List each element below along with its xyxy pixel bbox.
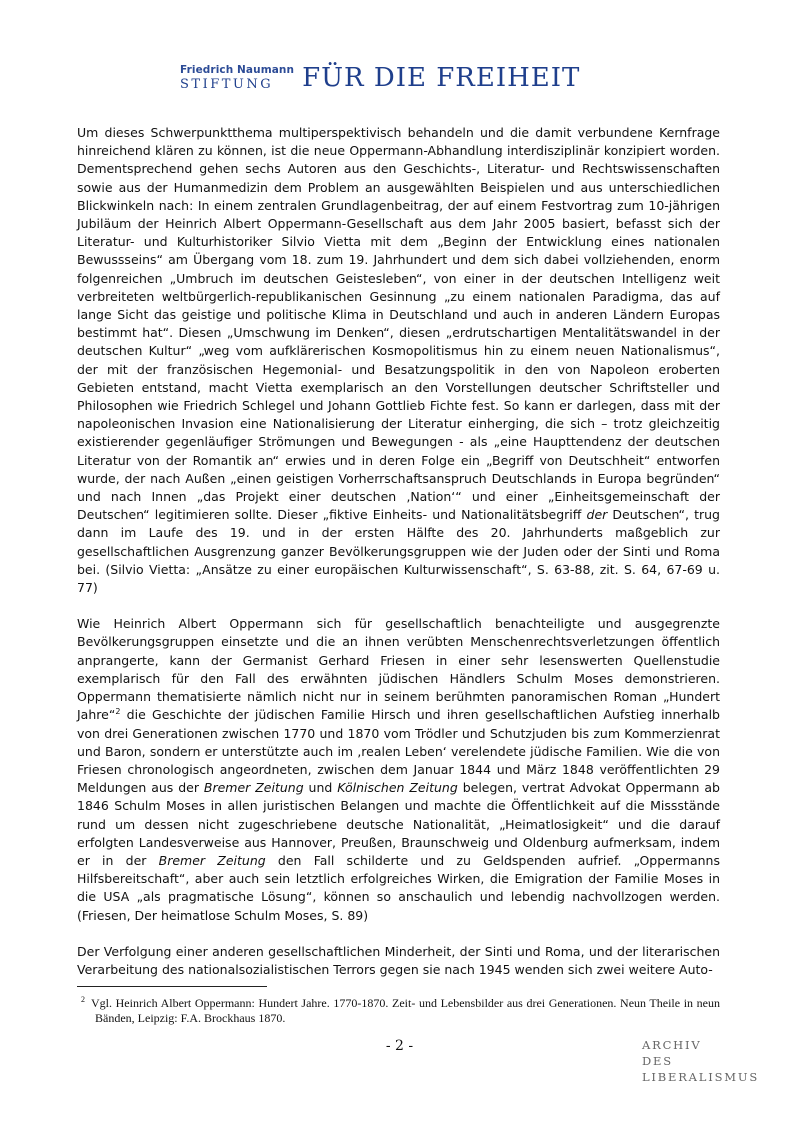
archive-line-1: ARCHIV bbox=[642, 1038, 702, 1052]
footnote bbox=[77, 992, 720, 1026]
paragraph-2-italic-2: Kölnischen Zeitung bbox=[337, 780, 458, 796]
foundation-name bbox=[180, 64, 294, 93]
paragraph-2-text-2: die Geschichte der jüdischen Familie Hirsch und ihren gesellschaftlichen Aufstieg innerhalb von drei Generationen zwischen 1770 und 1870 vom Trödler und Schutzjuden bis zum Kommerzienrat und Baron, sondern er unterstützte auch im ‚realen Leben‘ verelendete jüdische Familien. Wie die von Friesen chronologisch angeordneten, zwischen dem Januar 1844 und März 1848 veröffentlichten 29 Meldungen aus der bbox=[77, 707, 720, 796]
paragraph-1 bbox=[77, 124, 720, 597]
footnote-text: Vgl. Heinrich Albert Oppermann: Hundert Jahre. 1770-1870. Zeit- und Lebensbilder aus drei Generationen. Neun Theile in neun Bänden, Leipzig: F.A. Brockhaus 1870. bbox=[91, 996, 720, 1025]
paragraph-3: Der Verfolgung einer anderen gesellschaftlichen Minderheit, der Sinti und Roma, und der literarischen Verarbeitung des nationalsozialistischen Terrors gegen sie nach 1945 wenden sich zwei weitere Auto- bbox=[77, 943, 720, 977]
foundation-name-line1: Friedrich Naumann bbox=[180, 63, 295, 76]
page-number: - 2 - bbox=[385, 1038, 414, 1054]
paragraph-2-text-4: belegen, vertrat Advokat Oppermann ab 1846 Schulm Moses in allen juristischen Belangen und machte die Öffentlichkeit auf die Missstände rund um dessen nicht zugeschriebene deutsche Nationalität, „Heimatlosigkeit“ und die darauf erfolgten Landesverweise aus Hannover, Preußen, Braunschweig und Oldenburg aufmerksam, indem er in der bbox=[77, 780, 720, 868]
paragraph-1-text-a: Um dieses Schwerpunktthema multiperspektivisch behandeln und die damit verbundene Kernfrage hinreichend klären zu können, ist die neue Oppermann-Abhandlung interdisziplinär konzipiert worden. Dementsprechend gehen sechs Autoren aus den Geschichts-, Literatur- und Rechtswissenschaften sowie aus der Humanmedizin dem Problem an ausgewählten Beispielen und aus unterschiedlichen Blickwinkeln nach: In einem zentralen Grundlagenbeitrag, der auf einem Festvortrag zum 10-jährigen Jubiläum der Heinrich Albert Oppermann-Gesellschaft aus dem Jahr 2005 basiert, befasst sich der Literatur- und Kulturhistoriker Silvio Vietta mit dem „Beginn der Entwicklung eines nationalen Bewussseins“ am Übergang vom 18. zum 19. Jahrhundert und dem sich dabei vollziehenden, enorm folgenreichen „Umbruch im deutschen Geistesleben“, von einer in der deutschen Intelligenz weit verbreiteten weltbürgerlich-republikanischen Gesinnung „zu einem nationalen Paradigma, das auf lange Sicht das geistige und politische Klima in Deutschland und auch in anderen Ländern Europas bestimmt hat“. Diesen „Umschwung im Denken“, diesen „erdrutschartigen Mentalitätswandel in der deutschen Kultur“ „weg vom aufklärerischen Kosmopolitismus hin zu einem neuen Nationalismus“, der mit der französischen Hegemonial- und Besatzungspolitik in den von Napoleon eroberten Gebieten entstand, macht Vietta exemplarisch an den Vorstellungen deutscher Schriftsteller und Philosophen wie Friedrich Schlegel und Johann Gottlieb Fichte fest. So kann er darlegen, dass mit der napoleonischen Invasion eine Nationalisierung der Literatur einherging, die sich – trotz gleichzeitig existierender gegenläufiger Strömungen und Bewegungen - als „eine Haupttendenz der deutschen Literatur von der Romantik an“ erwies und in deren Folge ein „Begriff von Deutschheit“ entworfen wurde, der nach Außen „einen geistigen Vorherrschaftsanspruch Deutschlands in Europa begründen“ und nach Innen „das Projekt einer deutschen ‚Nation‘“ und einer „Einheitsgemeinschaft der Deutschen“ legitimieren sollte. Dieser „fiktive Einheits- und Nationalitätsbegriff bbox=[77, 125, 720, 523]
foundation-name-line2: STIFTUNG bbox=[180, 76, 274, 92]
foundation-logo bbox=[180, 58, 580, 98]
paragraph-2-text-5: den Fall schilderte und zu Geldspenden aufrief. „Oppermanns Hilfsbereitschaft“, aber auch sein letztlich erfolgreiches Wirken, die Emigration der Familie Moses in die USA „als pragmatische Lösung“, können so anschaulich und lebendig nachvollzogen werden. (Friesen, Der heimatlose Schulm Moses, S. 89) bbox=[77, 852, 720, 923]
paragraph-1-text-b: Deutschen“, trug dann im Laufe des 19. und in der ersten Hälfte des 20. Jahrhunderts maßgeblich zur gesellschaftlichen Ausgrenzung ganzer Bevölkerungsgruppen wie der Juden oder der Sinti und Roma bei. (Silvio Vietta: „Ansätze zu einer europäischen Kulturwissenschaft“, S. 63-88, zit. S. 64, 67-69 u. 77) bbox=[77, 507, 720, 596]
foundation-slogan: FÜR DIE FREIHEIT bbox=[302, 63, 581, 93]
paragraph-2-text-1: Wie Heinrich Albert Oppermann sich für gesellschaftlich benachteiligte und ausgegrenzte Bevölkerungsgruppen einsetzte und die an ihnen verübten Menschenrechtsverletzungen öffentlich anprangerte, kann der Germanist Gerhard Friesen in einer sehr lesenswerten Quellenstudie exemplarisch für den Fall des erwähnten jüdischen Händlers Schulm Moses demonstrieren. Oppermann thematisierte nämlich nicht nur in seinem berühmten panoramischen Roman „Hundert Jahre“ bbox=[77, 616, 720, 723]
paragraph-2-italic-1: Bremer Zeitung bbox=[203, 780, 304, 796]
paragraph-1-italic-der: der bbox=[586, 507, 608, 523]
paragraph-2 bbox=[77, 615, 720, 924]
archive-line-2: DES bbox=[642, 1054, 673, 1068]
archive-logo bbox=[642, 1037, 759, 1085]
footnote-number: 2 bbox=[81, 995, 85, 1004]
footnote-reference[interactable]: 2 bbox=[115, 707, 121, 717]
document-body bbox=[77, 124, 720, 979]
paragraph-2-text-3: und bbox=[303, 780, 338, 796]
footnote-divider bbox=[77, 986, 267, 987]
archive-line-3: LIBERALISMUS bbox=[642, 1070, 759, 1084]
paragraph-2-italic-3: Bremer Zeitung bbox=[158, 852, 266, 868]
